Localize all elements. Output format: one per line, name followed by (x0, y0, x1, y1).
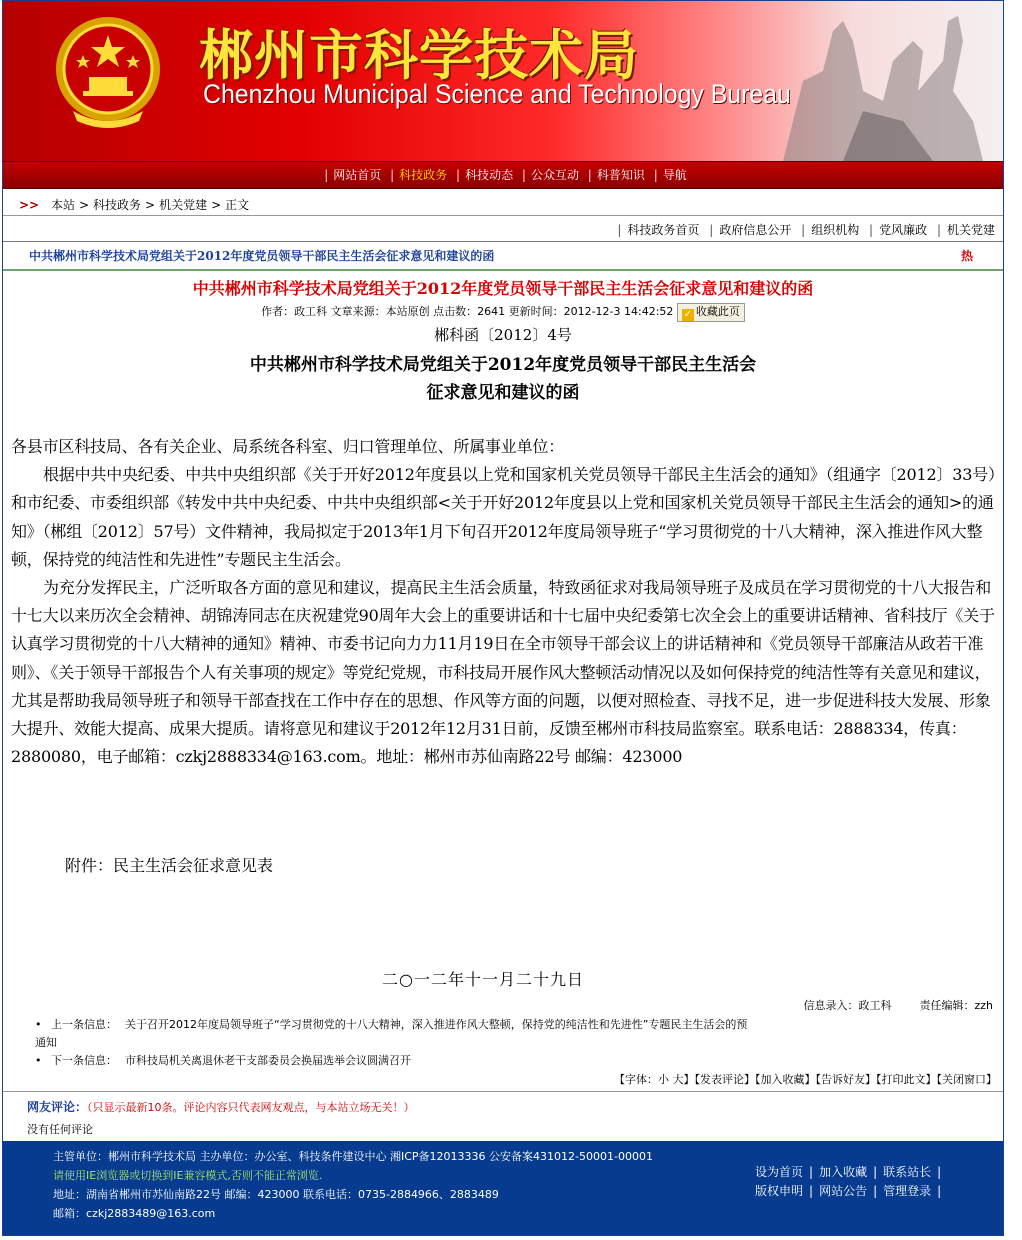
footer-line-browser-warning: 请使用IE浏览器或切换到IE兼容模式,否则不能正常浏览. (53, 1169, 323, 1182)
document-date: 二○一二年十一月二十九日 (382, 970, 584, 989)
document-title-line2: 征求意见和建议的函 (426, 383, 580, 403)
paragraph-2: 为充分发挥民主，广泛听取各方面的意见和建议，提高民主生活会质量，特致函征求对我局领导班子及成员在学习贯彻党的十八大报告和十七大以来历次全会精神、胡锦涛同志在庆祝建党90周年大会上的重要讲话和十七届中央纪委第七次全会上的重要讲话精神、省科技厅《关于认真学习贯彻党的十八大精神的通知》精神、市委书记向力力11月19日在全市领导干部会议上的讲话精神和《党员领导干部廉洁从政若干准则》、《关于领导干部报告个人有关事项的规定》等党纪党规，市科技局开展作风大整顿活动情况以及如何保持党的纯洁性等有关意见和建议，尤其是帮助我局领导班子和领导干部查找在工作中存在的思想、作风等方面的问题，以便对照检查、寻找不足，进一步促进科技大发展、形象大提升、效能大提高、成果大提质。请将意见和建议于2012年12月31日前，反馈至郴州市科技局监察室。联系电话：2888334，传真：2880080，电子邮箱：czkj2888334@163.com。地址：郴州市苏仙南路22号 邮编：423000 (11, 578, 995, 767)
paragraph-1: 根据中共中央纪委、中共中央组织部《关于开好2012年度县以上党和国家机关党员领导干部民主生活会的通知》（组通字〔2012〕33号）和市纪委、市委组织部《转发中共中央纪委、中共中央组织部<关于开好2012年度县以上党和国家机关党员领导干部民主生活会的通知>的通知》（郴组〔2012〕57号）文件精神，我局拟定于2013年1月下旬召开2012年度局领导班子“学习贯彻党的十八大精神，深入推进作风大整顿，保持党的纯洁性和先进性”专题民主生活会。 (11, 465, 996, 569)
article-title: 中共郴州市科学技术局党组关于2012年度党员领导干部民主生活会征求意见和建议的函 (192, 279, 814, 298)
entry-by: 信息录入：政工科 (803, 999, 892, 1012)
main-nav: | 网站首页 | 科技政务 | 科技动态 | 公众互动 | 科普知识 | 导航 (3, 161, 1003, 189)
star-icon: ✓ (683, 309, 693, 320)
comments-empty: 没有任何评论 (27, 1123, 93, 1136)
footer-line-sponsor: 主管单位：郴州市科学技术局 主办单位：办公室、科技条件建设中心 湘ICP备12013336 公安备案431012-50001-00001 (53, 1150, 653, 1163)
document-title (3, 351, 1003, 407)
nav-item-popular-science[interactable]: 科普知识 (596, 168, 645, 182)
breadcrumb-item-party[interactable]: 机关党建 (159, 198, 208, 212)
divider (3, 1091, 1003, 1092)
nav-item-home[interactable]: 网站首页 (333, 168, 382, 182)
salutation: 各县市区科技局、各有关企业、局系统各科室、归口管理单位、所属事业单位： (11, 437, 565, 456)
site-banner (3, 1, 1003, 161)
site-footer (3, 1141, 1003, 1236)
footer-link-add-favorite[interactable]: 加入收藏 (819, 1165, 868, 1179)
next-article: • 下一条信息： 市科技局机关离退休老干支部委员会换届选举会议圆满召开 (35, 1052, 825, 1070)
breadcrumb-item-current: 正文 (225, 198, 250, 212)
footer-link-copyright[interactable]: 版权申明 (755, 1184, 804, 1198)
nav-item-interaction[interactable]: 公众互动 (530, 168, 579, 182)
page (2, 0, 1004, 1236)
editor-info (803, 997, 993, 1013)
article-meta-text: 作者：政工科 文章来源：本站原创 点击数：2641 更新时间：2012-12-3 14:42:52 (261, 305, 674, 318)
article-tools[interactable]: 【字体：小 大】【发表评论】【加入收藏】【告诉好友】【打印此文】【关闭窗口】 (614, 1073, 997, 1086)
attachment-link[interactable]: 附件：民主生活会征求意见表 (65, 856, 274, 875)
footer-line-address: 地址：湖南省郴州市苏仙南路22号 邮编：423000 联系电话：0735-2884966、2883489 (53, 1188, 499, 1201)
subnav-item-integrity[interactable]: 党风廉政 (879, 223, 928, 237)
subnav-item-party-building[interactable]: 机关党建 (946, 223, 995, 237)
bookmark-page-button[interactable]: ✓ 收藏此页 (677, 303, 745, 322)
breadcrumb-item-site[interactable]: 本站 (50, 198, 75, 212)
site-subtitle: Chenzhou Municipal Science and Technology Bureau (203, 79, 791, 109)
nav-item-sci-affairs[interactable]: 科技政务 (399, 168, 448, 182)
prev-article-cont[interactable]: 通知 (35, 1036, 57, 1049)
prev-article: • 上一条信息： 关于召开2012年度局领导班子“学习贯彻党的十八大精神，深入推进作风大整顿，保持党的纯洁性和先进性”专题民主生活会的预 (35, 1016, 825, 1034)
document-number: 郴科函〔2012〕4号 (434, 326, 572, 344)
national-emblem-icon (53, 11, 163, 129)
next-article-link[interactable]: 市科技局机关离退休老干支部委员会换届选举会议圆满召开 (125, 1054, 411, 1067)
sub-nav: | 科技政务首页 | 政府信息公开 | 组织机构 | 党风廉政 | 机关党建 (617, 223, 995, 237)
sculpture-image (743, 1, 1003, 161)
hot-badge: 热 (960, 249, 973, 263)
article-titlebar (3, 243, 1003, 271)
breadcrumb-item-affairs[interactable]: 科技政务 (93, 198, 142, 212)
subnav-item-affairs-home[interactable]: 科技政务首页 (627, 223, 700, 237)
footer-link-contact[interactable]: 联系站长 (883, 1165, 932, 1179)
footer-info (53, 1147, 653, 1223)
article-body (11, 433, 999, 771)
footer-link-notice[interactable]: 网站公告 (819, 1184, 868, 1198)
subnav-item-organization[interactable]: 组织机构 (811, 223, 860, 237)
neighbor-articles (35, 1016, 825, 1070)
divider (3, 241, 1003, 242)
nav-item-sci-news[interactable]: 科技动态 (465, 168, 514, 182)
responsible-editor: 责任编辑：zzh (919, 999, 993, 1012)
prev-article-link[interactable]: 关于召开2012年度局领导班子“学习贯彻党的十八大精神，深入推进作风大整顿，保持党的纯洁性和先进性”专题民主生活会的预 (125, 1018, 748, 1031)
article-meta (3, 303, 1003, 322)
comments-note: （只显示最新10条。评论内容只代表网友观点，与本站立场无关！） (87, 1101, 415, 1114)
subnav-item-info-public[interactable]: 政府信息公开 (719, 223, 792, 237)
double-chevron-icon: >> (19, 198, 40, 212)
footer-link-admin-login[interactable]: 管理登录 (883, 1184, 932, 1198)
comments-heading: 网友评论：（只显示最新10条。评论内容只代表网友观点，与本站立场无关！） (27, 1100, 415, 1114)
titlebar-title: 中共郴州市科学技术局党组关于2012年度党员领导干部民主生活会征求意见和建议的函 (29, 249, 495, 263)
site-title: 郴州市科学技术局 (199, 24, 639, 87)
breadcrumb: >> 本站 > 科技政务 > 机关党建 > 正文 (3, 195, 1003, 216)
nav-item-navigation[interactable]: 导航 (662, 168, 687, 182)
document-title-line1: 中共郴州市科学技术局党组关于2012年度党员领导干部民主生活会 (249, 355, 757, 375)
footer-link-set-home[interactable]: 设为首页 (755, 1165, 804, 1179)
footer-line-email: 邮箱：czkj2883489@163.com (53, 1207, 216, 1220)
footer-links: 设为首页 | 加入收藏 | 联系站长 | 版权申明 | 网站公告 | 管理登录 | (755, 1165, 942, 1198)
